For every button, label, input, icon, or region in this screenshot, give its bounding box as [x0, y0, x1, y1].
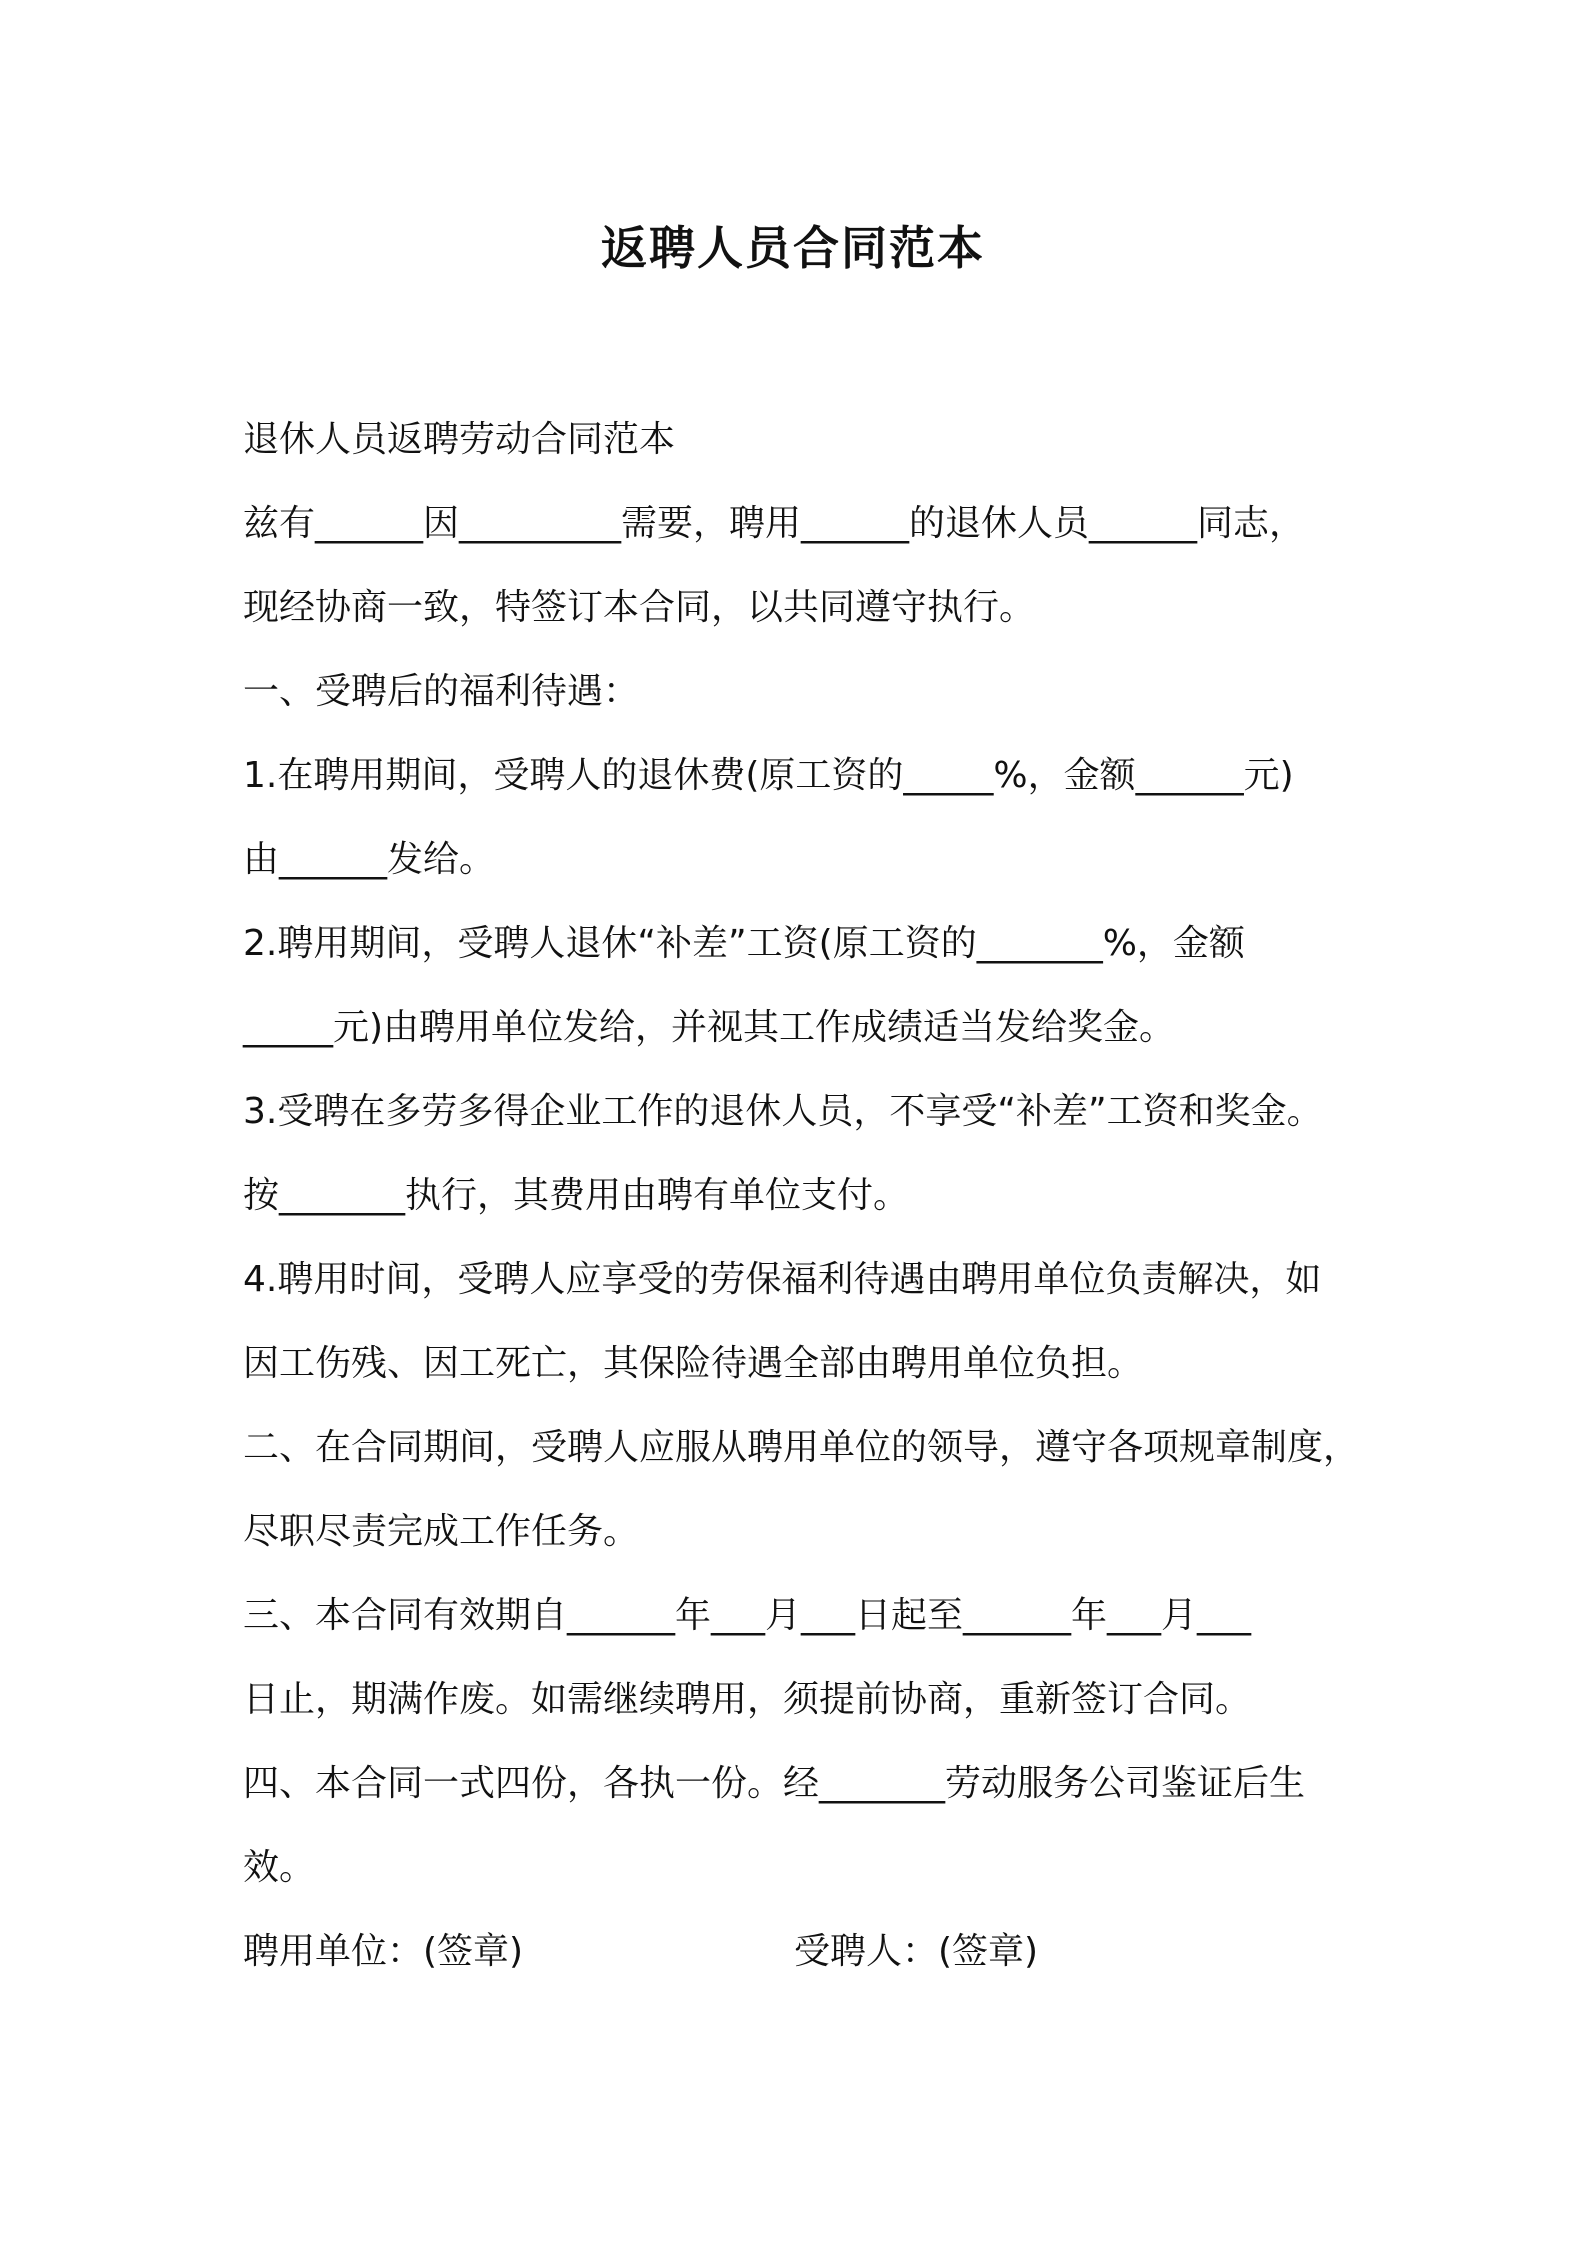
body-line: 尽职尽责完成工作任务。	[243, 1511, 640, 1552]
employee-signature-label: 受聘人：(签章)	[794, 1931, 1039, 1972]
body-line: 三、本合同有效期自______年___月___日起至______年___月___	[243, 1595, 1252, 1636]
section-heading-line: 一、受聘后的福利待遇：	[243, 671, 640, 712]
document-body	[243, 398, 1393, 1994]
subtitle-line: 退休人员返聘劳动合同范本	[243, 419, 676, 460]
signature-row	[243, 1910, 1393, 1994]
employer-signature-label: 聘用单位：(签章)	[243, 1931, 524, 1972]
body-line: 2.聘用期间，受聘人退休“补差”工资(原工资的_______%，金额	[243, 923, 1245, 964]
body-line: 1.在聘用期间，受聘人的退休费(原工资的_____%，金额______元)	[243, 755, 1294, 796]
body-line: 效。	[243, 1847, 316, 1888]
body-line: 日止，期满作废。如需继续聘用，须提前协商，重新签订合同。	[243, 1679, 1252, 1720]
body-line: 由______发给。	[243, 839, 496, 880]
body-line: 4.聘用时间，受聘人应享受的劳保福利待遇由聘用单位负责解决，如	[243, 1259, 1322, 1300]
body-line: 3.受聘在多劳多得企业工作的退休人员，不享受“补差”工资和奖金。	[243, 1091, 1323, 1132]
body-line: 四、本合同一式四份，各执一份。经_______劳动服务公司鉴证后生	[243, 1763, 1306, 1804]
body-line: 按_______执行，其费用由聘有单位支付。	[243, 1175, 910, 1216]
body-line: 因工伤残、因工死亡，其保险待遇全部由聘用单位负担。	[243, 1343, 1144, 1384]
body-line: 兹有______因_________需要，聘用______的退休人员______同志，	[243, 503, 1306, 544]
body-line: 现经协商一致，特签订本合同，以共同遵守执行。	[243, 587, 1036, 628]
body-line: 二、在合同期间，受聘人应服从聘用单位的领导，遵守各项规章制度，	[243, 1427, 1360, 1468]
body-line: _____元)由聘用单位发给，并视其工作成绩适当发给奖金。	[243, 1007, 1176, 1048]
document-title: 返聘人员合同范本	[601, 221, 985, 275]
